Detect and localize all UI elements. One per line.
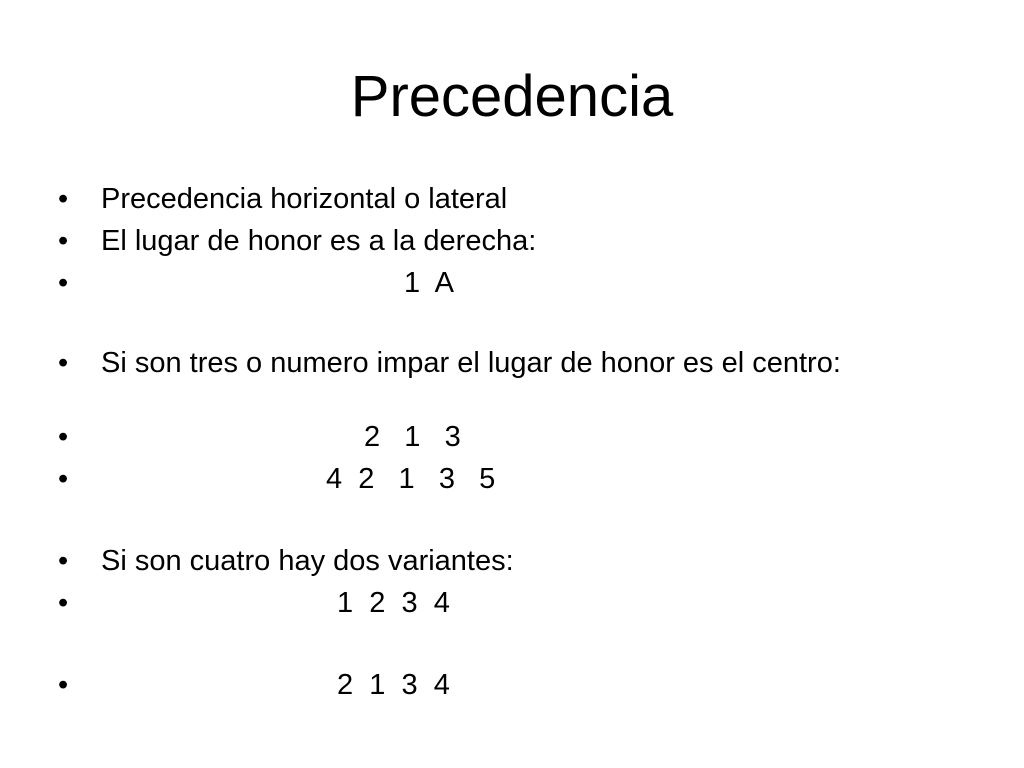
bullet-icon: • <box>58 669 69 701</box>
bullet-icon: • <box>58 225 69 257</box>
list-item: Si son tres o numero impar el lugar de honor es el centro: <box>101 347 841 379</box>
list-item: Precedencia horizontal o lateral <box>101 183 508 215</box>
bullet-icon: • <box>58 545 69 577</box>
list-item: 1 A <box>404 267 454 299</box>
list-item: Si son cuatro hay dos variantes: <box>101 545 514 577</box>
list-item: 2 1 3 <box>364 421 461 453</box>
list-item: 1 2 3 4 <box>337 587 450 619</box>
bullet-icon: • <box>58 587 69 619</box>
bullet-icon: • <box>58 267 69 299</box>
list-item: 2 1 3 4 <box>337 669 450 701</box>
list-item: El lugar de honor es a la derecha: <box>101 225 537 257</box>
bullet-icon: • <box>58 183 69 215</box>
list-item: 4 2 1 3 5 <box>326 463 496 495</box>
slide-title: Precedencia <box>350 64 674 129</box>
bullet-icon: • <box>58 463 69 495</box>
bullet-icon: • <box>58 347 69 379</box>
bullet-icon: • <box>58 421 69 453</box>
